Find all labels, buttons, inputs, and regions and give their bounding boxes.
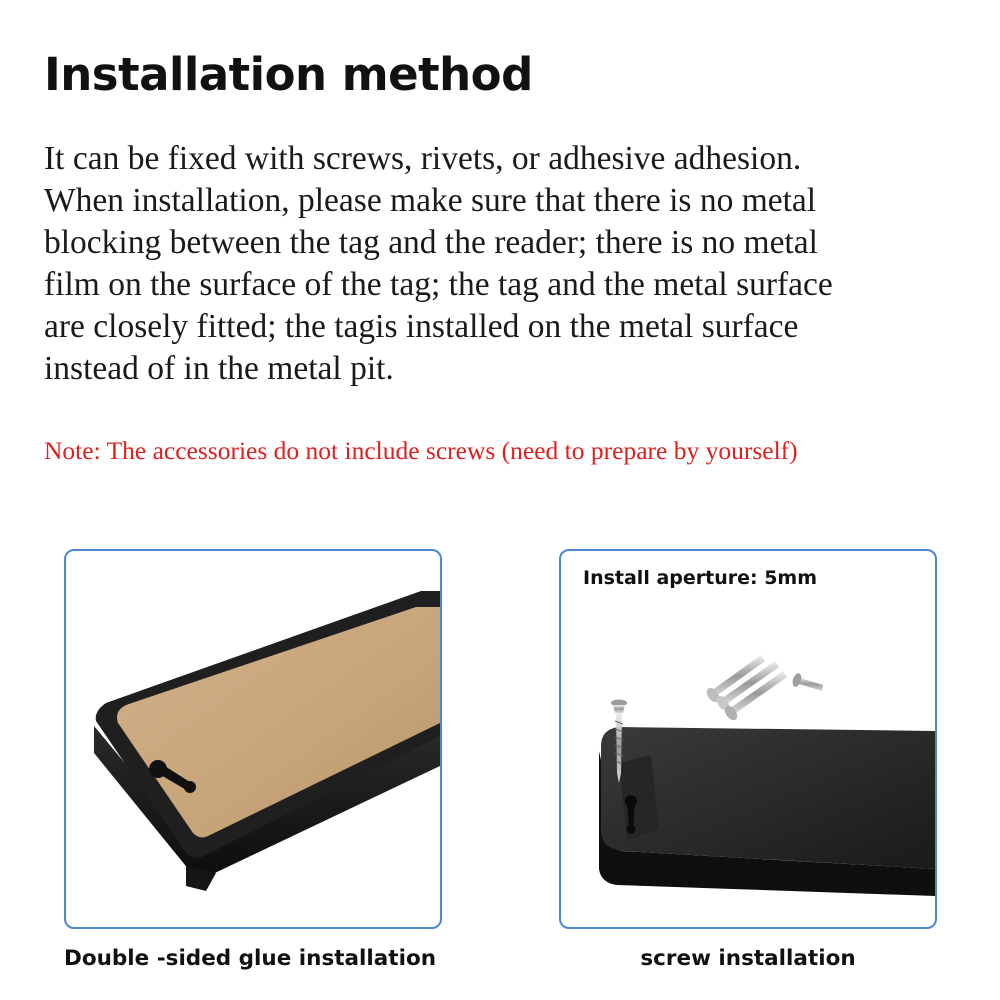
screw-caption: screw installation [640, 946, 856, 971]
rivet-icon [704, 655, 823, 722]
description-line: film on the surface of the tag; the tag and the metal surface [44, 266, 833, 303]
screw-tag-image [561, 551, 935, 927]
description-line: instead of in the metal pit. [44, 350, 394, 387]
aperture-label: Install aperture: 5mm [583, 567, 818, 589]
screw-installation-panel [559, 549, 937, 929]
description-line: blocking between the tag and the reader; there is no metal [44, 224, 818, 261]
description-line: When installation, please make sure that there is no metal [44, 182, 817, 219]
description-line: It can be fixed with screws, rivets, or adhesive adhesion. [44, 140, 802, 177]
adhesive-installation-panel [64, 549, 442, 929]
page-title: Installation method [44, 48, 533, 101]
adhesive-tag-image [66, 551, 440, 927]
description-line: are closely fitted; the tagis installed on the metal surface [44, 308, 799, 345]
adhesive-caption: Double -sided glue installation [63, 946, 437, 971]
note-text: Note: The accessories do not include screws (need to prepare by yourself) [44, 436, 798, 465]
description-paragraph [44, 138, 964, 390]
